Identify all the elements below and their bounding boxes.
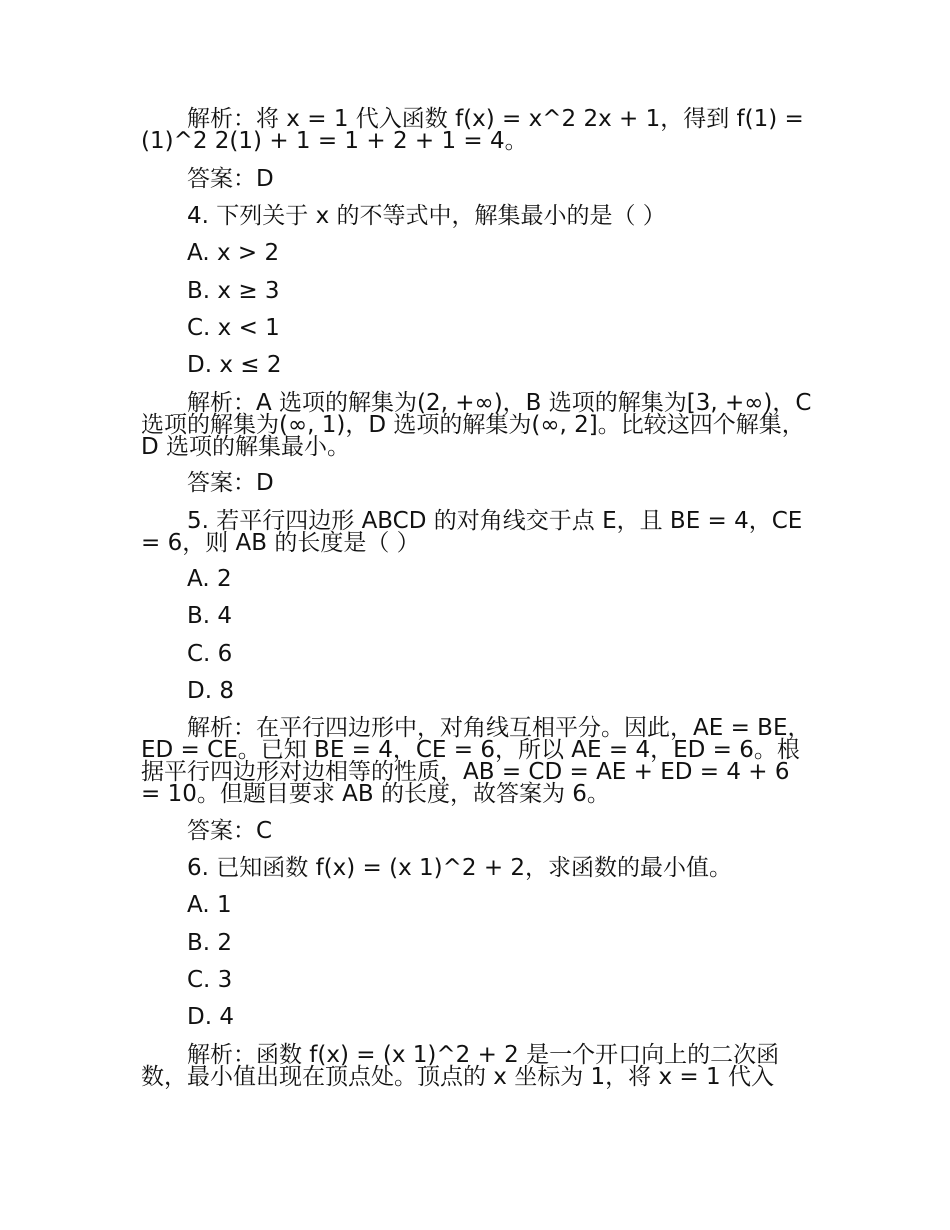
option-q6-d: D. 4: [187, 1004, 234, 1030]
answer-q3: 答案：D: [187, 166, 274, 192]
option-q5-d: D. 8: [187, 678, 234, 704]
explanation-q5: 解析：在平行四边形中，对角线互相平分。因此，AE = BE，ED = CE。已知 BE = 4，CE = 6，所以 AE = 4，ED = 6。根据平行四边形对边相等的性质，AB = CD = AE + ED = 4 + 6 = 10。但题目要求 AB 的长度，故答案为 6。: [141, 715, 811, 807]
option-q6-a: A. 1: [187, 892, 232, 918]
explanation-q6: 解析：函数 f(x) = (x 1)^2 + 2 是一个开口向上的二次函数，最小值出现在顶点处。顶点的 x 坐标为 1，将 x = 1 代入: [141, 1042, 780, 1090]
option-q6-c: C. 3: [187, 967, 233, 993]
option-q4-c: C. x < 1: [187, 315, 280, 341]
option-q5-a: A. 2: [187, 566, 232, 592]
option-q4-a: A. x > 2: [187, 240, 280, 266]
answer-q5: 答案：C: [187, 818, 273, 844]
question-4: 4. 下列关于 x 的不等式中，解集最小的是（ ）: [187, 203, 666, 229]
explanation-q4: 解析：A 选项的解集为(2, +∞)，B 选项的解集为[3, +∞)，C 选项的解集为(∞, 1)，D 选项的解集为(∞, 2]。比较这四个解集，D 选项的解集最小。: [141, 390, 812, 460]
option-q5-c: C. 6: [187, 641, 233, 667]
option-q4-d: D. x ≤ 2: [187, 352, 282, 378]
question-5: 5. 若平行四边形 ABCD 的对角线交于点 E，且 BE = 4，CE = 6，则 AB 的长度是（ ）: [141, 508, 803, 556]
explanation-q3: 解析：将 x = 1 代入函数 f(x) = x^2 2x + 1，得到 f(1) = (1)^2 2(1) + 1 = 1 + 2 + 1 = 4。: [141, 106, 804, 154]
option-q6-b: B. 2: [187, 930, 233, 956]
option-q4-b: B. x ≥ 3: [187, 278, 280, 304]
question-6: 6. 已知函数 f(x) = (x 1)^2 + 2，求函数的最小值。: [187, 855, 733, 881]
option-q5-b: B. 4: [187, 603, 233, 629]
answer-q4: 答案：D: [187, 470, 274, 496]
